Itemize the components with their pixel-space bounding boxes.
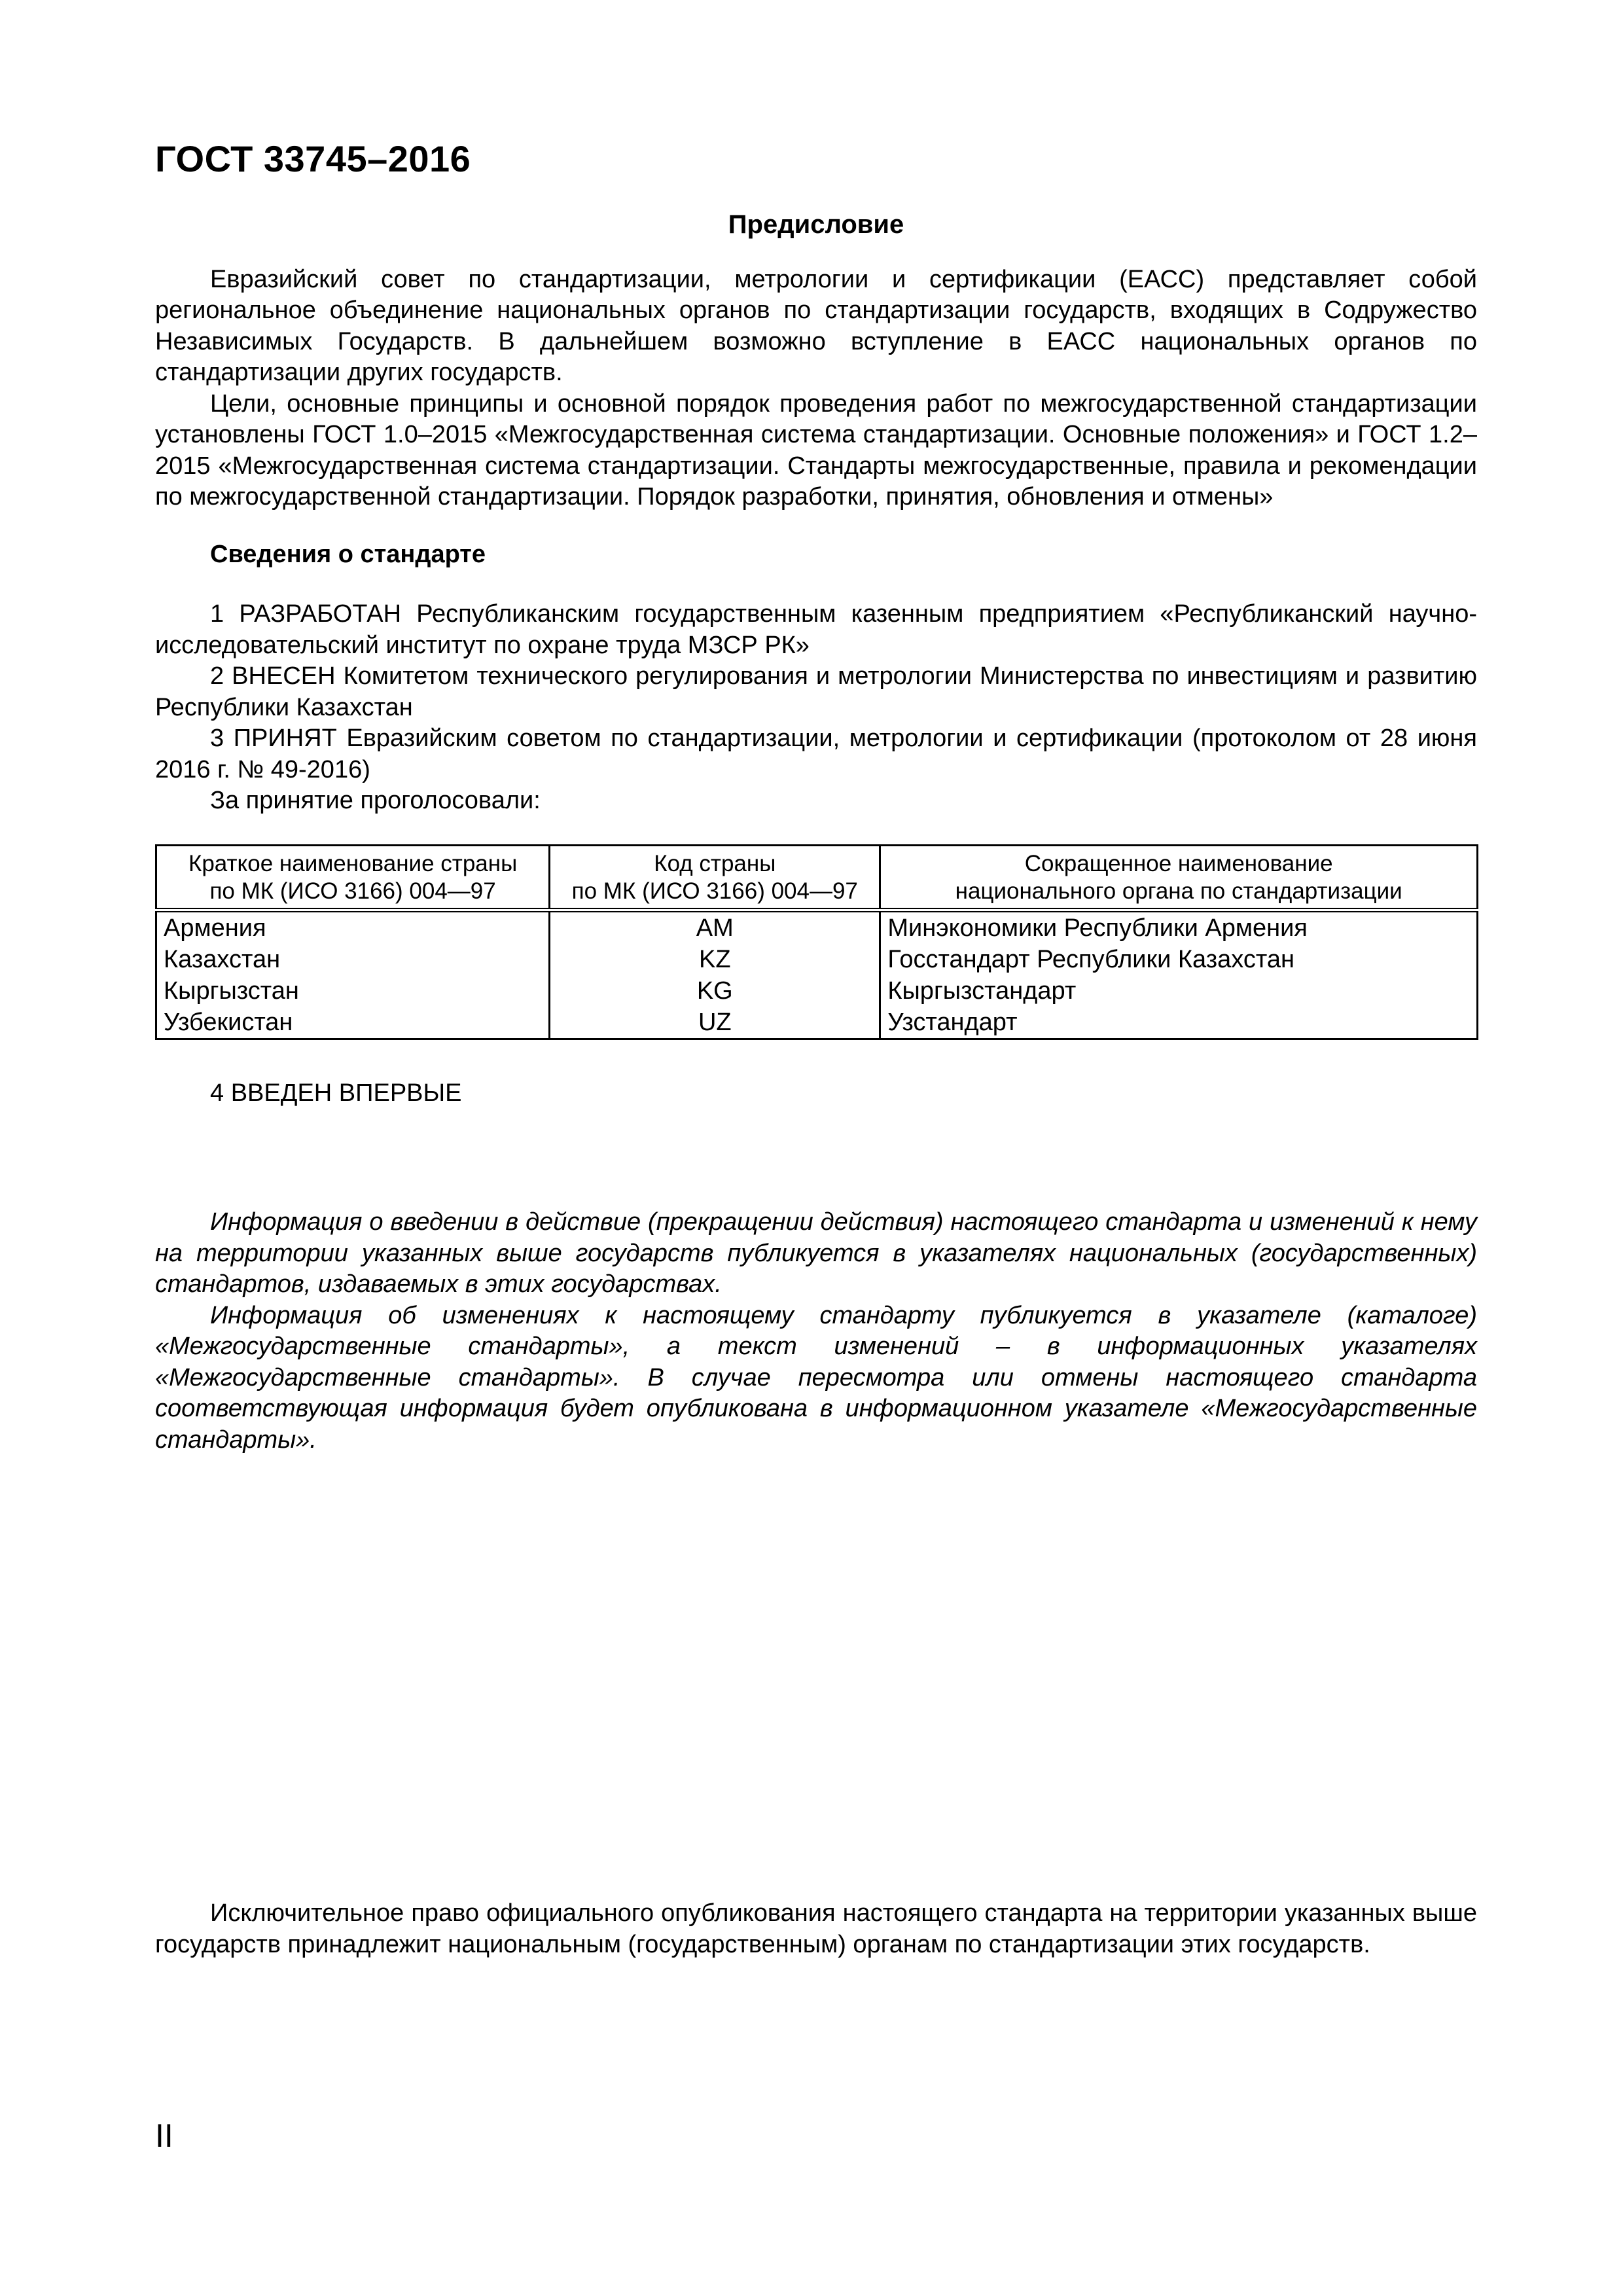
column-header-country [156,845,550,910]
table-header-row [156,845,1478,910]
body-cell: Госстандарт Республики Казахстан [880,944,1478,975]
column-header-line: по МК (ИСО 3166) 004—97 [571,878,858,904]
column-header-line: по МК (ИСО 3166) 004—97 [209,878,496,904]
standard-info-item: 3 ПРИНЯТ Евразийским советом по стандартизации, метрологии и сертификации (протоколом от 28 июня 2016 г. № 49-2016) [155,725,1477,783]
column-header-line: Код страны [654,850,776,876]
column-header-code [550,845,880,910]
column-header-line: национального органа по стандартизации [955,878,1402,904]
column-header-line: Сокращенное наименование [1024,850,1333,876]
page-content [155,209,1477,1456]
info-block [155,1207,1477,1456]
rights-paragraph: Исключительное право официального опубликования настоящего стандарта на территории указанных выше государств принадлежит национальным (государственным) органам по стандартизации этих государств. [155,1899,1477,1958]
body-cell: Минэкономики Республики Армения [880,910,1478,944]
rights-notice [155,1898,1477,1960]
standard-info-item: 2 ВНЕСЕН Комитетом технического регулирования и метрологии Министерства по инвестициям и развитию Республики Казахстан [155,662,1477,721]
foreword-paragraph: Цели, основные принципы и основной порядок проведения работ по межгосударственной стандартизации установлены ГОСТ 1.0–2015 «Межгосударственная система стандартизации. Основные положения» и ГОСТ 1.2–2015 «Межгосударственная система стандартизации. Стандарты межгосударственные, правила и рекомендации по межгосударственной стандартизации. Порядок разработки, принятия, обновления и отмены» [155,389,1477,511]
introduced-note: 4 ВВЕДЕН ВПЕРВЫЕ [210,1079,462,1107]
foreword-title: Предисловие [728,210,904,239]
table-row [156,944,1478,975]
info-paragraph: Информация о введении в действие (прекращении действия) настоящего стандарта и изменений к нему на территории указанных выше государств публикуется в указателях национальных (государственных) стандартов, издаваемых в этих государствах. [155,1208,1477,1298]
page-number: II [155,2117,173,2154]
code-cell: KG [550,975,880,1007]
column-header-body [880,845,1478,910]
standard-info-title: Сведения о стандарте [210,540,486,568]
country-cell: Узбекистан [156,1007,550,1039]
country-cell: Казахстан [156,944,550,975]
document-header-title: ГОСТ 33745–2016 [155,138,471,179]
country-cell: Кыргызстан [156,975,550,1007]
code-cell: AM [550,910,880,944]
body-cell: Узстандарт [880,1007,1478,1039]
code-cell: KZ [550,944,880,975]
voted-label: За принятие проголосовали: [210,787,541,814]
member-states-table [155,844,1478,1040]
table-row [156,975,1478,1007]
body-cell: Кыргызстандарт [880,975,1478,1007]
info-paragraph: Информация об изменениях к настоящему стандарту публикуется в указателе (каталоге) «Межгосударственные стандарты», а текст изменений – в информационных указателях «Межгосударственные стандарты». В случае пересмотра или отмены настоящего стандарта соответствующая информация будет опубликована в информационном указателе «Межгосударственные стандарты». [155,1301,1477,1454]
column-header-line: Краткое наименование страны [188,850,518,876]
code-cell: UZ [550,1007,880,1039]
table-row [156,1007,1478,1039]
standard-info-item: 1 РАЗРАБОТАН Республиканским государственным казенным предприятием «Республиканский научно-исследовательский институт по охране труда МЗСР РК» [155,600,1477,659]
table-row [156,910,1478,944]
foreword-paragraph: Евразийский совет по стандартизации, метрологии и сертификации (ЕАСС) представляет собой региональное объединение национальных органов по стандартизации государств, входящих в Содружество Независимых Государств. В дальнейшем возможно вступление в ЕАСС национальных органов по стандартизации других государств. [155,265,1477,386]
country-cell: Армения [156,910,550,944]
